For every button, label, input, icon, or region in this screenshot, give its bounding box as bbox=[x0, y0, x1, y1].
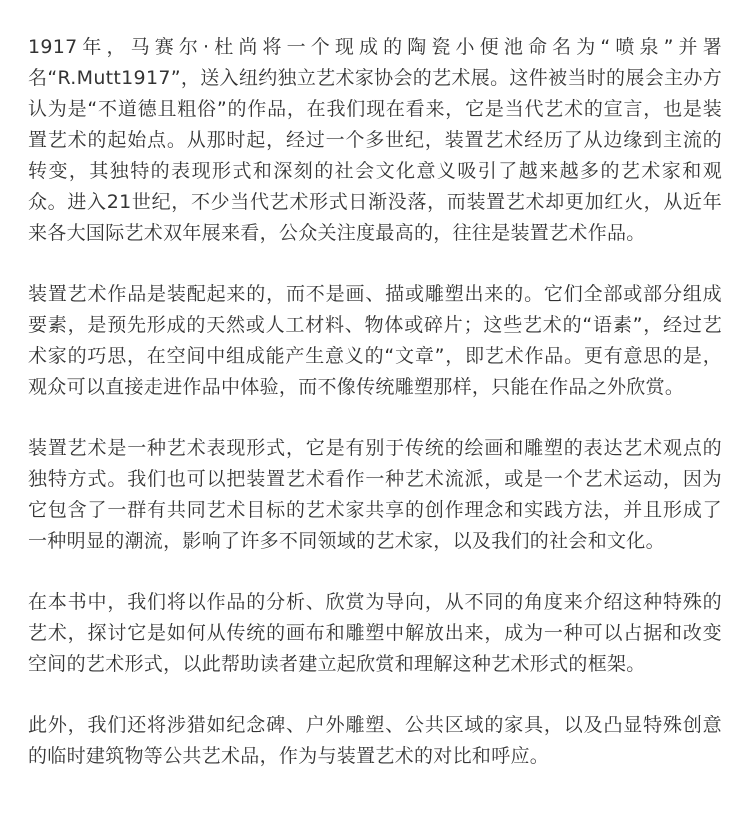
paragraph-book-scope: 在本书中，我们将以作品的分析、欣赏为导向，从不同的角度来介绍这种特殊的艺术，探讨它是如何从传统的画布和雕塑中解放出来，成为一种可以占据和改变空间的艺术形式，以此帮助读者建立起欣赏和理解这种艺术形式的框架。 bbox=[28, 591, 722, 675]
paragraph-assembled-works: 装置艺术作品是装配起来的，而不是画、描或雕塑出来的。它们全部或部分组成要素，是预先形成的天然或人工材料、物体或碎片；这些艺术的“语素”，经过艺术家的巧思，在空间中组成能产生意义的“文章”，即艺术作品。更有意思的是，观众可以直接走进作品中体验，而不像传统雕塑那样，只能在作品之外欣赏。 bbox=[28, 283, 722, 398]
paragraph-intro-fountain: 1917年，马赛尔·杜尚将一个现成的陶瓷小便池命名为“喷泉”并署名“R.Mutt1917”，送入纽约独立艺术家协会的艺术展。这件被当时的展会主办方认为是“不道德且粗俗”的作品，在我们现在看来，它是当代艺术的宣言，也是装置艺术的起始点。从那时起，经过一个多世纪，装置艺术经历了从边缘到主流的转变，其独特的表现形式和深刻的社会文化意义吸引了越来越多的艺术家和观众。进入21世纪，不少当代艺术形式日渐没落，而装置艺术却更加红火，从近年来各大国际艺术双年展来看，公众关注度最高的，往往是装置艺术作品。 bbox=[28, 36, 722, 244]
paragraph-public-art: 此外，我们还将涉猎如纪念碑、户外雕塑、公共区域的家具，以及凸显特殊创意的临时建筑物等公共艺术品，作为与装置艺术的对比和呼应。 bbox=[28, 714, 722, 767]
document-body bbox=[28, 32, 722, 772]
paragraph-art-form: 装置艺术是一种艺术表现形式，它是有别于传统的绘画和雕塑的表达艺术观点的独特方式。我们也可以把装置艺术看作一种艺术流派，或是一个艺术运动，因为它包含了一群有共同艺术目标的艺术家共享的创作理念和实践方法，并且形成了一种明显的潮流，影响了许多不同领域的艺术家，以及我们的社会和文化。 bbox=[28, 437, 722, 552]
